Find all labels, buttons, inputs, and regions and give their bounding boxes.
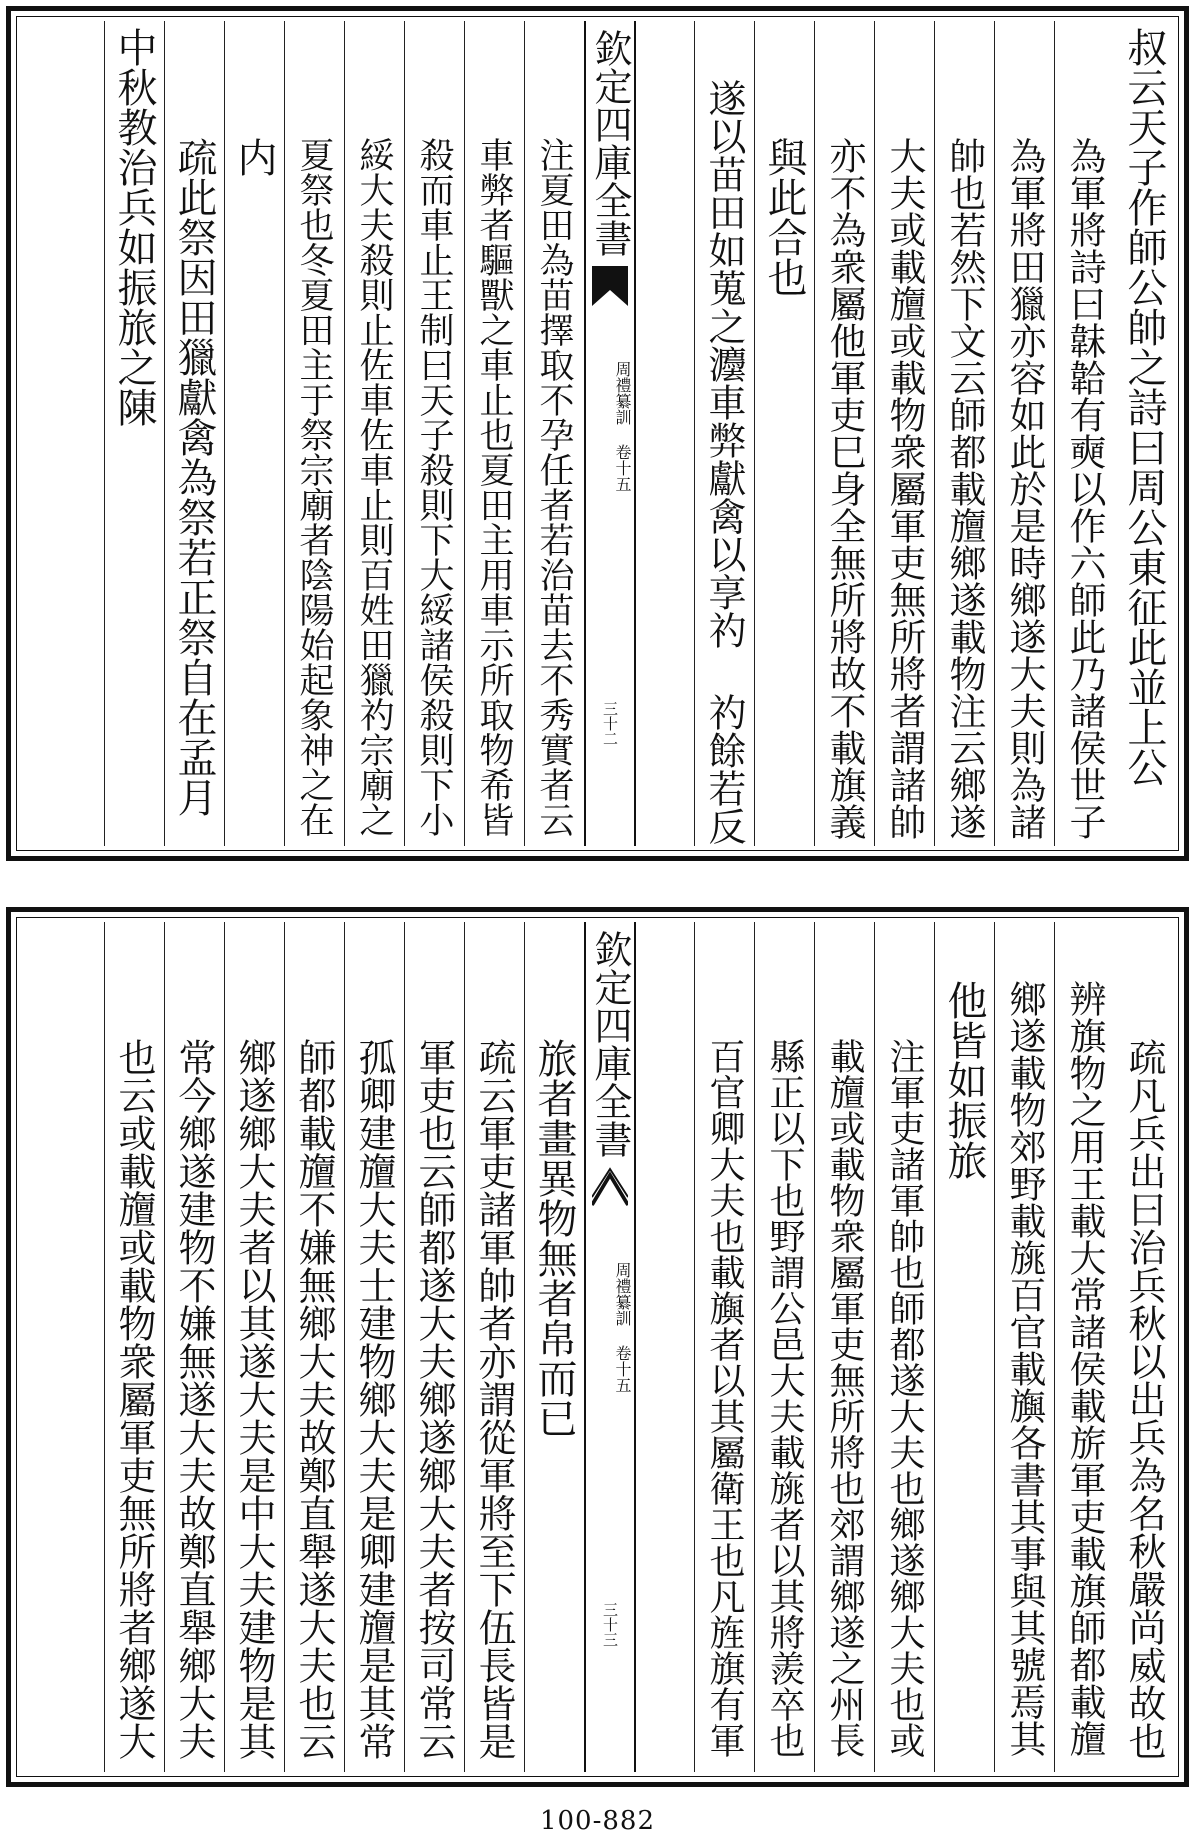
text-column: 他皆如振旅 bbox=[934, 922, 994, 1772]
text-column: 疏云軍吏諸軍帥者亦謂從軍將至下伍長皆是 bbox=[464, 922, 524, 1772]
text-column: 為軍將田獵亦容如此於是時鄉遂大夫則為諸 bbox=[994, 21, 1054, 846]
fish-tail-mark-icon bbox=[592, 266, 628, 306]
fish-tail-mark-icon bbox=[592, 1167, 628, 1207]
page-panel-bottom bbox=[6, 907, 1189, 1787]
text-column: 也云或載旜或載物衆屬軍吏無所將者鄉遂大 bbox=[104, 922, 164, 1772]
center-strip bbox=[584, 21, 636, 846]
strip-volume: 周禮纂訓 卷十五 bbox=[613, 1262, 632, 1393]
text-column: 帥也若然下文云師都載旜鄉遂載物注云鄉遂 bbox=[934, 21, 994, 846]
text-column: 叔云天子作師公帥之詩曰周公東征此並上公 bbox=[1121, 27, 1167, 787]
text-column: 為軍將詩曰韎韐有奭以作六師此乃諸侯世子 bbox=[1054, 21, 1114, 846]
strip-volume: 周禮纂訓 卷十五 bbox=[613, 361, 632, 492]
text-column: 軍吏也云師都遂大夫鄉遂鄉大夫者按司常云 bbox=[404, 922, 464, 1772]
text-column: 亦不為衆屬他軍吏巳身全無所將故不載旗義 bbox=[814, 21, 874, 846]
text-column: 常今鄉遂建物不嫌無遂大夫故鄭直舉鄉大夫 bbox=[164, 922, 224, 1772]
text-column: 注軍吏諸軍帥也師都遂大夫也鄉遂鄉大夫也或 bbox=[874, 922, 934, 1772]
strip-title: 欽定四庫全書 bbox=[588, 930, 632, 1158]
text-column: 大夫或載旜或載物衆屬軍吏無所將者謂諸帥 bbox=[874, 21, 934, 846]
page-number: 100-882 bbox=[539, 1806, 656, 1836]
page-panel-top bbox=[6, 6, 1189, 861]
text-column: 師都載旜不嫌無鄉大夫故鄭直舉遂大夫也云 bbox=[284, 922, 344, 1772]
text-column: 旅者畫異物無者帛而已 bbox=[524, 922, 584, 1772]
text-column: 孤卿建旜大夫士建物鄉大夫是卿建旜是其常 bbox=[344, 922, 404, 1772]
text-column: 鄉遂載物郊野載旐百官載旟各書其事與其號焉其 bbox=[994, 922, 1054, 1772]
text-column: 辨旗物之用王載大常諸侯載旂軍吏載旗師都載旜 bbox=[1054, 922, 1114, 1772]
strip-folio: 三十三 bbox=[601, 1602, 619, 1647]
text-column: 載旜或載物衆屬軍吏無所將也郊謂鄉遂之州長 bbox=[814, 922, 874, 1772]
center-strip bbox=[584, 922, 636, 1772]
text-column: 遂以苗田如蒐之灋車弊獻禽以享礿 礿餘若反 bbox=[694, 21, 754, 846]
text-column: 綏大夫殺則止佐車佐車止則百姓田獵礿宗廟之 bbox=[344, 21, 404, 846]
text-column: 殺而車止王制曰天子殺則下大綏諸侯殺則下小 bbox=[404, 21, 464, 846]
text-column: 疏凡兵出曰治兵秋以出兵為名秋嚴尚威故也 bbox=[1122, 1038, 1166, 1760]
text-column: 疏此祭因田獵獻禽為祭若正祭自在孟月 bbox=[164, 21, 224, 846]
strip-folio: 三十二 bbox=[601, 701, 619, 746]
text-column: 車弊者驅獸之車止也夏田主用車示所取物希皆 bbox=[464, 21, 524, 846]
text-column: 内 bbox=[224, 21, 284, 846]
text-column: 夏祭也冬夏田主于祭宗廟者陰陽始起象神之在 bbox=[284, 21, 344, 846]
text-column: 注夏田為苗擇取不孕任者若治苗去不秀實者云 bbox=[524, 21, 584, 846]
text-column: 中秋教治兵如振旅之陳 bbox=[104, 21, 164, 846]
text-column: 與此合也 bbox=[754, 21, 814, 846]
text-column: 鄉遂鄉大夫者以其遂大夫是中大夫建物是其 bbox=[224, 922, 284, 1772]
text-column: 百官卿大夫也載旟者以其屬衛王也凡旌旗有軍 bbox=[694, 922, 754, 1772]
text-column: 縣正以下也野謂公邑大夫載旐者以其將羨卒也 bbox=[754, 922, 814, 1772]
strip-title: 欽定四庫全書 bbox=[588, 29, 632, 257]
